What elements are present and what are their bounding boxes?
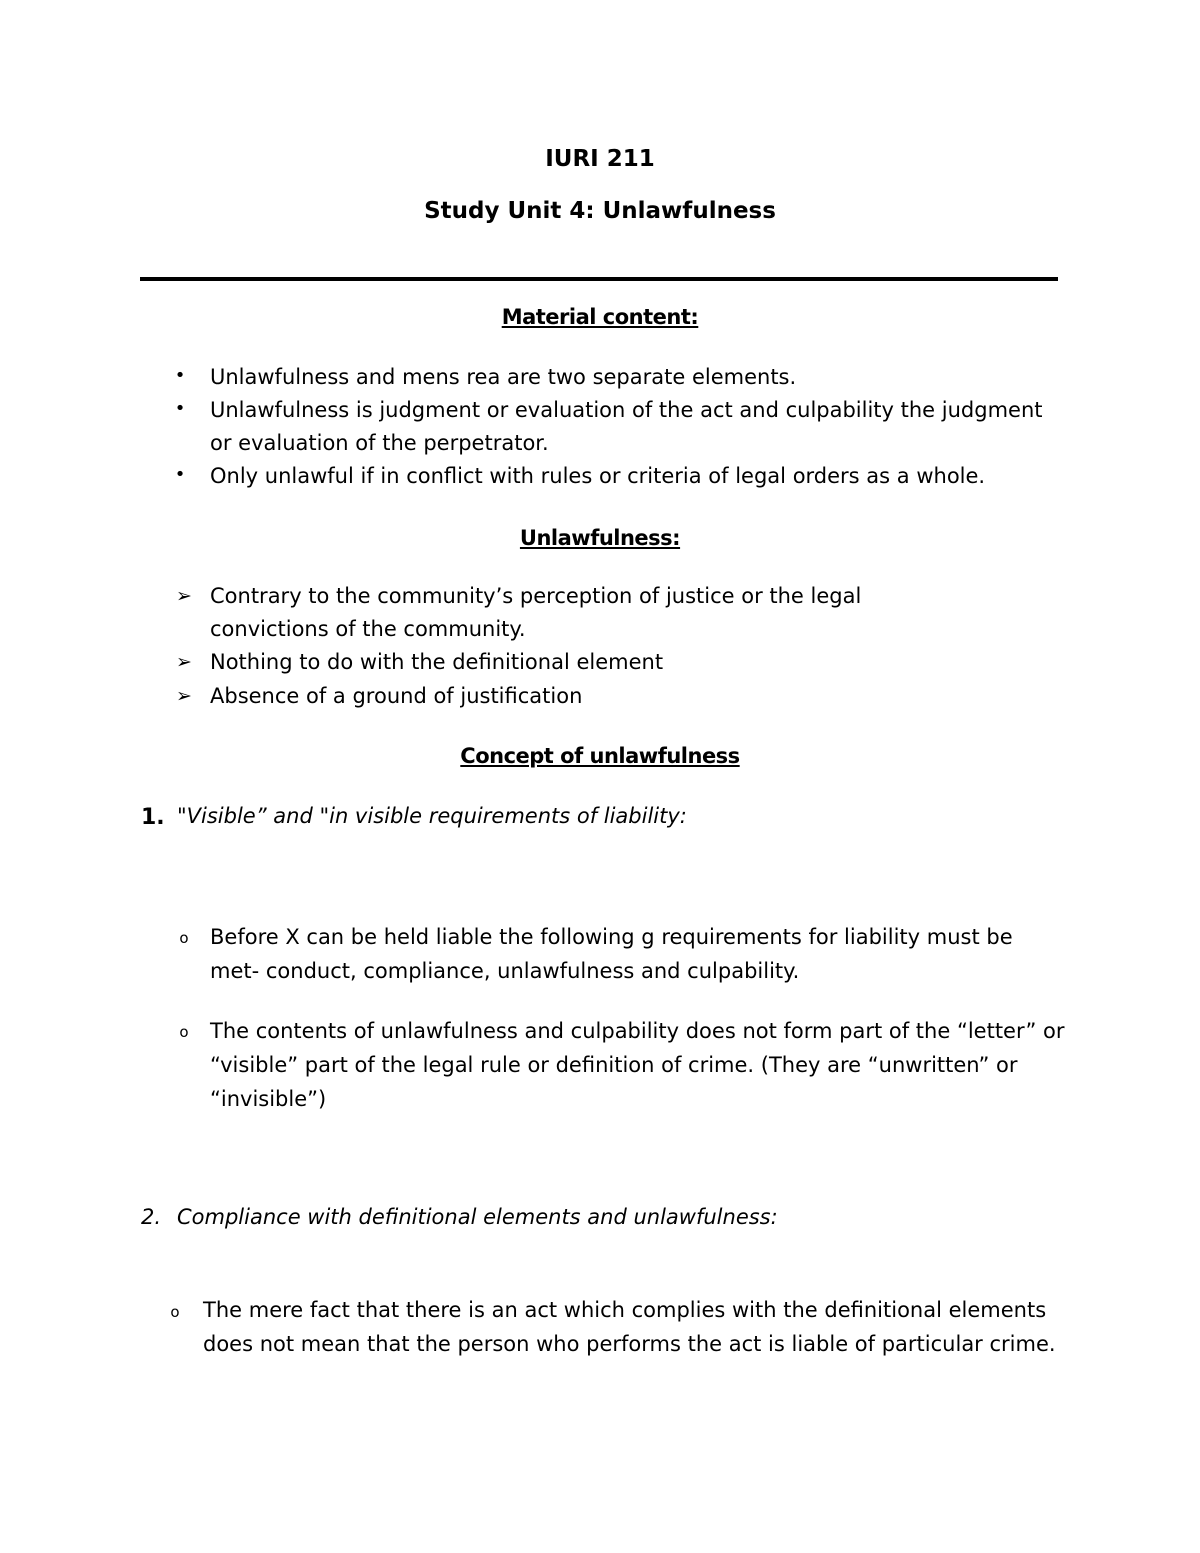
concept-heading: Concept of unlawfulness <box>460 744 740 768</box>
section-1-item-1-line-2: met- conduct, compliance, unlawfulness and culpability. <box>210 959 800 983</box>
circle-bullet-icon: o <box>170 1303 180 1321</box>
unlawfulness-item-2-line-1: Nothing to do with the definitional element <box>210 650 664 674</box>
section-1-item-2-line-2: “visible” part of the legal rule or definition of crime. (They are “unwritten” or <box>210 1053 1018 1077</box>
section-2-title: Compliance with definitional elements and unlawfulness: <box>177 1205 778 1229</box>
section-1-number: 1. <box>141 805 165 830</box>
material-bullet-3-line-1: Only unlawful if in conflict with rules or criteria of legal orders as a whole. <box>210 464 986 488</box>
bullet-icon: • <box>174 464 186 485</box>
unit-title: Study Unit 4: Unlawfulness <box>424 198 776 224</box>
material-bullet-2-line-2: or evaluation of the perpetrator. <box>210 431 549 455</box>
section-1-title: "Visible” and "in visible requirements of liability: <box>177 804 687 828</box>
material-content-heading: Material content: <box>501 305 699 329</box>
circle-bullet-icon: o <box>179 1023 189 1041</box>
material-bullet-1-line-1: Unlawfulness and mens rea are two separate elements. <box>210 365 797 389</box>
section-1-item-2-line-3: “invisible”) <box>210 1087 327 1111</box>
arrow-bullet-icon: ➢ <box>176 651 192 673</box>
title-divider <box>140 277 1058 281</box>
course-code: IURI 211 <box>545 146 655 172</box>
section-2-item-1-line-2: does not mean that the person who performs the act is liable of particular crime. <box>203 1332 1056 1356</box>
material-bullet-2-line-1: Unlawfulness is judgment or evaluation of the act and culpability the judgment <box>210 398 1043 422</box>
unlawfulness-heading: Unlawfulness: <box>519 526 681 550</box>
section-1-item-2-line-1: The contents of unlawfulness and culpability does not form part of the “letter” or <box>210 1019 1065 1043</box>
bullet-icon: • <box>174 365 186 386</box>
section-2-number: 2. <box>141 1205 162 1229</box>
unlawfulness-item-3-line-1: Absence of a ground of justification <box>210 684 583 708</box>
circle-bullet-icon: o <box>179 929 189 947</box>
unlawfulness-item-1-line-2: convictions of the community. <box>210 617 526 641</box>
arrow-bullet-icon: ➢ <box>176 585 192 607</box>
section-2-item-1-line-1: The mere fact that there is an act which complies with the definitional elements <box>203 1298 1047 1322</box>
section-1-item-1-line-1: Before X can be held liable the following g requirements for liability must be <box>210 925 1013 949</box>
bullet-icon: • <box>174 398 186 419</box>
arrow-bullet-icon: ➢ <box>176 685 192 707</box>
unlawfulness-item-1-line-1: Contrary to the community’s perception of justice or the legal <box>210 584 862 608</box>
